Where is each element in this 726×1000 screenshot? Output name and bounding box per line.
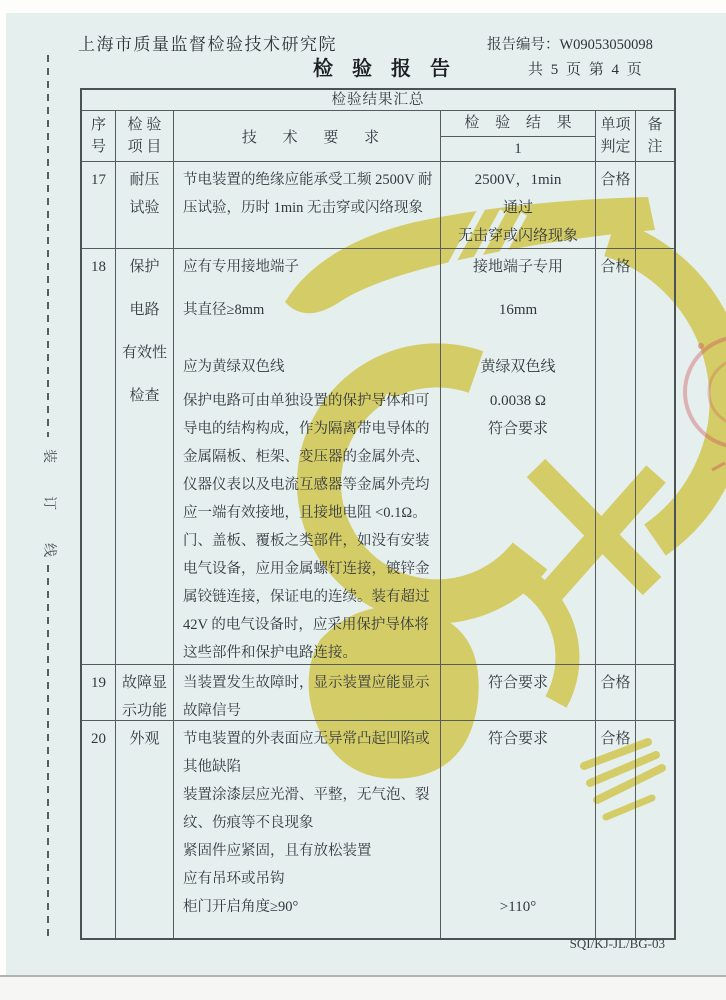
note-cell	[636, 249, 674, 664]
header-result: 检 验 结 果 1	[441, 111, 596, 161]
header-item: 检 验 项 目	[116, 111, 174, 161]
binding-line-char: 线	[41, 543, 56, 557]
header-tech: 技 术 要 求	[174, 111, 441, 161]
inspection-item: 耐压 试验	[116, 162, 174, 248]
note-cell	[636, 721, 674, 938]
inspection-item: 保护 电路 有效性 检查	[116, 249, 174, 664]
tech-requirement: 节电装置的绝缘应能承受工频 2500V 耐 压试验，历时 1min 无击穿或闪络现象	[174, 162, 441, 248]
report-number: 报告编号：W09053050098	[487, 37, 653, 53]
judge-value: 合格	[596, 721, 636, 938]
header-note: 备 注	[647, 117, 663, 155]
judge-value: 合格	[596, 665, 636, 720]
report-table	[80, 88, 676, 940]
tech-paragraph: 保护电路可由单独设置的保护导体和可 导电的结构构成，作为隔离带电导体的 金属隔板、柜架、变压器的金属外壳、 仪器仪表以及电流互感器等金属外壳均 应一端有效接地，且接地电阻 <0.1Ω。 门、盖板、覆板之类部件，如没有安装 电气设备，应用金属螺钉连接，镀锌金 属铰链连接，保证电的连续。装有超过 42V 的电气设备时，应采用保护导体将 这些部件和保护电路连接。	[183, 393, 430, 661]
inspection-result: 2500V，1min 通过 无击穿或闪络现象	[441, 162, 596, 248]
institute-name: 上海市质量监督检验技术研究院	[78, 35, 337, 54]
judge-value: 合格	[596, 162, 636, 248]
binding-line-char: 装	[41, 449, 56, 463]
inspection-item: 故障显 示功能	[116, 665, 174, 720]
judge-value: 合格	[596, 249, 636, 664]
tech-requirement: 应有专用接地端子 其直径≥8mm 应为黄绿双色线 保护电路可由单独设置的保护导体和可 导电的结构构成，作为隔离带电导体的 金属隔板、柜架、变压器的金属外壳、 仪器仪表以及电流互感器等金属外壳均 应一端有效接地，且接地电阻 <0.1Ω。 门、盖板、覆板之类部件，如没有安装 电气设备，应用金属螺钉连接，镀锌金 属铰链连接，保证电的连续。装有超过 42V 的电气设备时，应采用保护导体将 这些部件和保护电路连接。	[174, 249, 441, 664]
header-no: 序 号	[82, 111, 116, 161]
table-row-20	[82, 720, 674, 938]
table-header-row	[82, 111, 674, 161]
page-count: 共 5 页 第 4 页	[528, 62, 644, 78]
note-cell	[636, 665, 674, 720]
table-row-17	[82, 161, 674, 248]
binding-line-char: 订	[41, 496, 56, 510]
inspection-result: 符合要求 >110°	[441, 721, 596, 938]
row-no: 20	[82, 721, 116, 938]
table-summary-title: 检验结果汇总	[82, 90, 674, 111]
doc-code: SQI/KJ-JL/BG-03	[569, 936, 665, 951]
row-no: 18	[82, 249, 116, 664]
inspection-result: 符合要求	[441, 665, 596, 720]
tech-requirement: 当装置发生故障时，显示装置应能显示 故障信号	[174, 665, 441, 720]
header-judge: 单项 判定	[596, 111, 636, 161]
row-no: 19	[82, 665, 116, 720]
note-cell	[636, 162, 674, 248]
page-title: 检 验 报 告	[313, 58, 457, 80]
tech-requirement: 节电装置的外表面应无异常凸起凹陷或 其他缺陷 装置涂漆层应光滑、平整，无气泡、裂 纹、伤痕等不良现象 紧固件应紧固，且有放松装置 应有吊环或吊钩 柜门开启角度≥90°	[174, 721, 441, 938]
table-row-19	[82, 664, 674, 720]
inspection-item: 外观	[116, 721, 174, 938]
table-row-18	[82, 248, 674, 664]
row-no: 17	[82, 162, 116, 248]
inspection-result: 接地端子专用 16mm 黄绿双色线 0.0038 Ω 符合要求	[441, 249, 596, 664]
